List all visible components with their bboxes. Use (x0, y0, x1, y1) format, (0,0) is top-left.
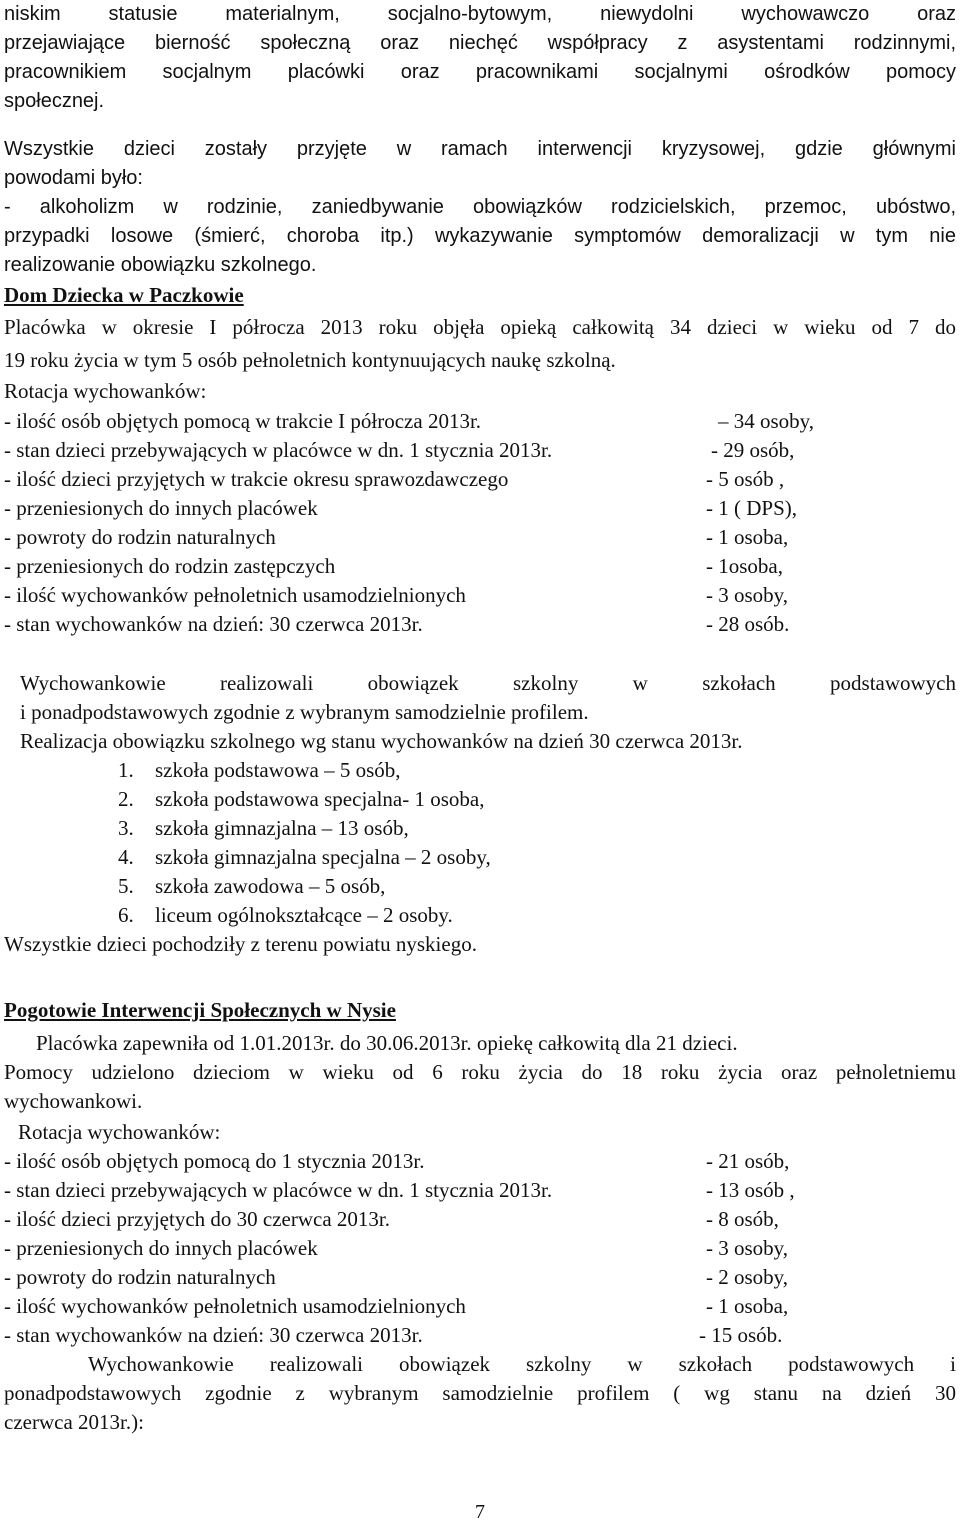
section1-rotation-title: Rotacja wychowanków: (4, 379, 207, 403)
rotation-value: - 3 osoby, (706, 583, 789, 607)
rotation-label: - stan wychowanków na dzień: 30 czerwca 2013r. (4, 1323, 423, 1347)
list-number: 1. (118, 758, 134, 782)
rotation-label: - ilość wychowanków pełnoletnich usamodzielnionych (4, 1294, 466, 1318)
section2-desc-line: wychowankowi. (4, 1089, 143, 1113)
rotation-value: - 1osoba, (706, 554, 783, 578)
rotation-value: – 34 osoby, (718, 409, 815, 433)
section1-school-line: i ponadpodstawowych zgodnie z wybranym samodzielnie profilem. (20, 700, 589, 724)
list-text: szkoła zawodowa – 5 osób, (155, 874, 386, 898)
section1-desc-line: Placówka w okresie I półrocza 2013 roku objęła opieką całkowitą 34 dzieci w wieku od 7 do (4, 315, 956, 339)
intro-line: przejawiające bierność społeczną oraz niechęć współpracy z asystentami rodzinnymi, (4, 32, 956, 54)
list-text: szkoła podstawowa – 5 osób, (155, 758, 401, 782)
rotation-label: - ilość dzieci przyjętych w trakcie okresu sprawozdawczego (4, 467, 509, 491)
rotation-value: - 1 osoba, (706, 525, 789, 549)
list-number: 2. (118, 787, 134, 811)
causes-line: przypadki losowe (śmierć, choroba itp.) wykazywanie symptomów demoralizacji w tym nie (4, 225, 956, 247)
intro-line: społecznej. (4, 90, 105, 112)
rotation-label: - powroty do rodzin naturalnych (4, 1265, 276, 1289)
rotation-value: - 21 osób, (706, 1149, 790, 1173)
list-text: szkoła podstawowa specjalna- 1 osoba, (155, 787, 485, 811)
rotation-label: - stan wychowanków na dzień: 30 czerwca 2013r. (4, 612, 423, 636)
section1-school-line: Realizacja obowiązku szkolnego wg stanu wychowanków na dzień 30 czerwca 2013r. (20, 729, 743, 753)
rotation-value: - 13 osób , (706, 1178, 795, 1202)
section-heading-dom-dziecka: Dom Dziecka w Paczkowie (4, 283, 244, 307)
rotation-label: - przeniesionych do innych placówek (4, 496, 318, 520)
section-heading-pogotowie: Pogotowie Interwencji Społecznych w Nysie (4, 998, 396, 1022)
rotation-label: - przeniesionych do innych placówek (4, 1236, 318, 1260)
list-text: szkoła gimnazjalna specjalna – 2 osoby, (155, 845, 491, 869)
rotation-value: - 5 osób , (706, 467, 785, 491)
rotation-value: - 8 osób, (706, 1207, 779, 1231)
section2-school-line: czerwca 2013r.): (4, 1410, 144, 1434)
list-text: szkoła gimnazjalna – 13 osób, (155, 816, 409, 840)
causes-line: realizowanie obowiązku szkolnego. (4, 254, 317, 276)
rotation-label: - przeniesionych do rodzin zastępczych (4, 554, 336, 578)
rotation-value: - 3 osoby, (706, 1236, 789, 1260)
rotation-label: - powroty do rodzin naturalnych (4, 525, 276, 549)
list-number: 5. (118, 874, 134, 898)
section2-school-line: Wychowankowie realizowali obowiązek szkolny w szkołach podstawowych i (88, 1352, 956, 1376)
rotation-value: - 28 osób. (706, 612, 790, 636)
section1-desc-line: 19 roku życia w tym 5 osób pełnoletnich kontynuujących naukę szkolną. (4, 348, 616, 372)
rotation-value: - 29 osób, (711, 438, 795, 462)
intro-line: pracownikiem socjalnym placówki oraz pracownikami socjalnymi ośrodków pomocy (4, 61, 956, 83)
rotation-label: - ilość wychowanków pełnoletnich usamodzielnionych (4, 583, 466, 607)
list-number: 3. (118, 816, 134, 840)
section2-school-line: ponadpodstawowych zgodnie z wybranym samodzielnie profilem ( wg stanu na dzień 30 (4, 1381, 956, 1405)
rotation-value: - 15 osób. (699, 1323, 783, 1347)
rotation-label: - ilość osób objętych pomocą do 1 stycznia 2013r. (4, 1149, 425, 1173)
page-number: 7 (475, 1501, 485, 1523)
rotation-label: - ilość dzieci przyjętych do 30 czerwca 2013r. (4, 1207, 391, 1231)
section2-desc-line: Placówka zapewniła od 1.01.2013r. do 30.06.2013r. opiekę całkowitą dla 21 dzieci. (36, 1031, 738, 1055)
causes-line: - alkoholizm w rodzinie, zaniedbywanie obowiązków rodzicielskich, przemoc, ubóstwo, (4, 196, 956, 218)
rotation-label: - stan dzieci przebywających w placówce w dn. 1 stycznia 2013r. (4, 438, 553, 462)
intro-line: niskim statusie materialnym, socjalno-bytowym, niewydolni wychowawczo oraz (4, 3, 956, 25)
section2-rotation-title: Rotacja wychowanków: (18, 1120, 221, 1144)
section2-desc-line: Pomocy udzielono dzieciom w wieku od 6 roku życia do 18 roku życia oraz pełnoletniemu (4, 1060, 956, 1084)
list-number: 6. (118, 903, 134, 927)
rotation-label: - ilość osób objętych pomocą w trakcie I półrocza 2013r. (4, 409, 482, 433)
causes-line: powodami było: (4, 167, 143, 189)
section1-origin: Wszystkie dzieci pochodziły z terenu powiatu nyskiego. (4, 932, 477, 956)
rotation-value: - 1 osoba, (706, 1294, 789, 1318)
list-text: liceum ogólnokształcące – 2 osoby. (155, 903, 453, 927)
list-number: 4. (118, 845, 134, 869)
rotation-label: - stan dzieci przebywających w placówce w dn. 1 stycznia 2013r. (4, 1178, 553, 1202)
section1-school-line: Wychowankowie realizowali obowiązek szkolny w szkołach podstawowych (20, 671, 956, 695)
rotation-value: - 1 ( DPS), (706, 496, 798, 520)
causes-line: Wszystkie dzieci zostały przyjęte w ramach interwencji kryzysowej, gdzie głównymi (4, 138, 956, 160)
rotation-value: - 2 osoby, (706, 1265, 789, 1289)
